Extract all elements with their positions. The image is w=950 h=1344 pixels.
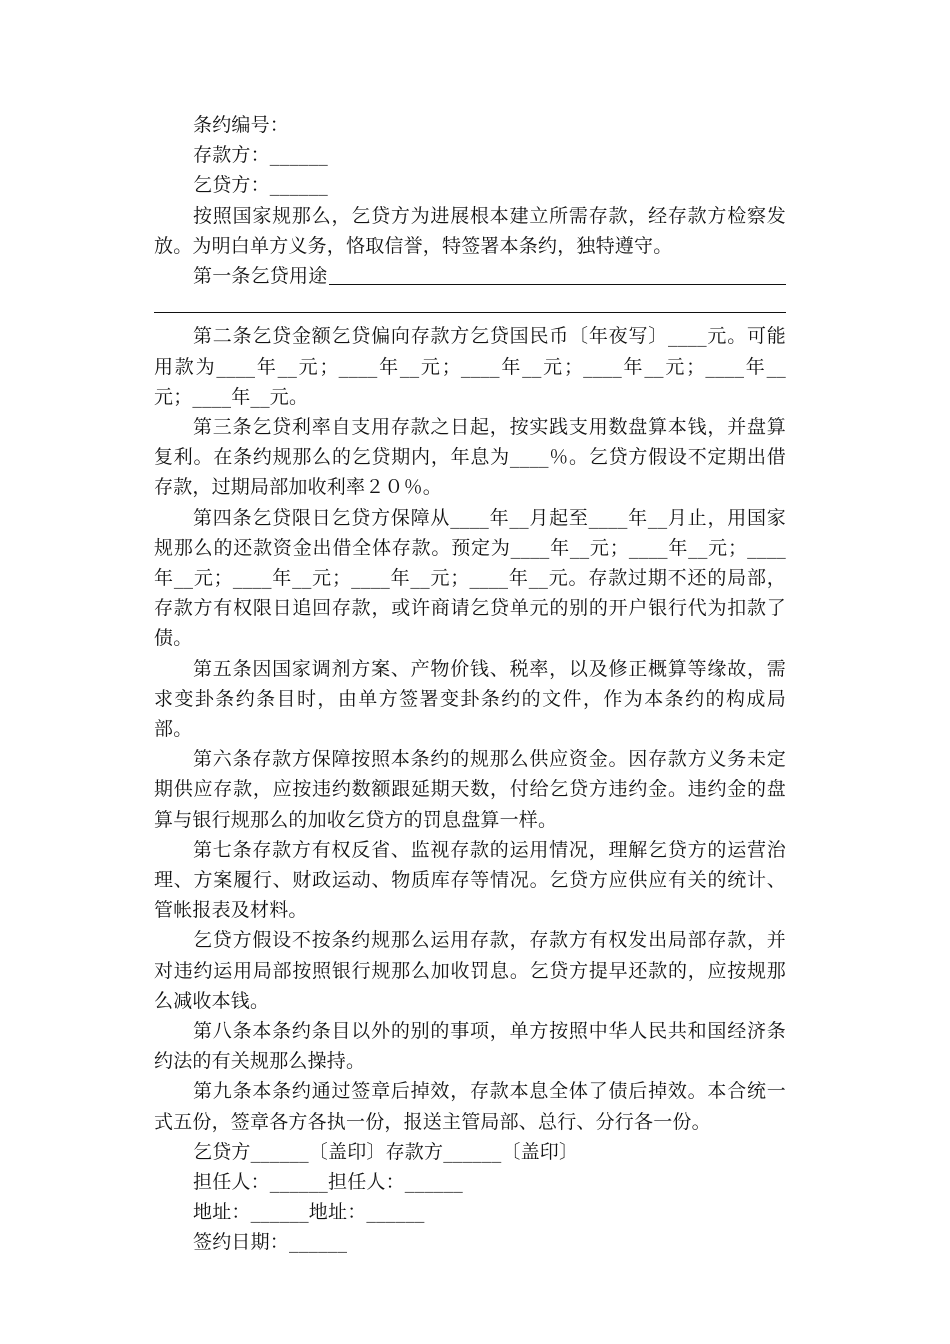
- article-7-extra-paragraph: 乞贷方假设不按条约规那么运用存款，存款方有权发出局部存款，并对违约运用局部按照银行规那么加收罚息。乞贷方提早还款的，应按规那么减收本钱。: [154, 929, 786, 1012]
- signature-parties-line: 乞贷方______〔盖印〕存款方______〔盖印〕: [193, 1140, 579, 1163]
- signature-responsible-line: 担任人：______担任人：______: [193, 1171, 464, 1194]
- article-1-blank-line-2: [154, 291, 786, 321]
- contract-body: [154, 110, 786, 1258]
- article-4-paragraph: 第四条乞贷限日乞贷方保障从____年__月起至____年__月止，用国家规那么的还款资金出借全体存款。预定为____年__元；____年__元；____年__元；____年__元；____年__元；____年__元。存款过期不还的局部，存款方有权限日追回存款，或许商请乞贷单元的别的开户银行代为扣款了债。: [154, 506, 786, 650]
- article-1-row: [154, 261, 786, 291]
- signature-address-line: 地址：______地址：______: [193, 1201, 425, 1224]
- article-9-paragraph: 第九条本条约通过签章后掉效，存款本息全体了债后掉效。本合统一式五份，签章各方各执一份，报送主管局部、总行、分行各一份。: [154, 1080, 786, 1133]
- article-2-paragraph: 第二条乞贷金额乞贷偏向存款方乞贷国民币〔年夜写〕____元。可能用款为____年__元；____年__元；____年__元；____年__元；____年__元；____年__元。: [154, 325, 786, 408]
- depositor-line: 存款方：______: [193, 144, 329, 167]
- preamble-paragraph: 按照国家规那么，乞贷方为进展根本建立所需存款，经存款方检察发放。为明白单方义务，恪取信誉，特签署本条约，独特遵守。: [154, 204, 786, 257]
- article-1-blank-line: [329, 284, 786, 285]
- article-3-paragraph: 第三条乞贷利率自支用存款之日起，按实践支用数盘算本钱，并盘算复利。在条约规那么的乞贷期内，年息为____％。乞贷方假设不定期出借存款，过期局部加收利率２０％。: [154, 416, 786, 499]
- article-6-paragraph: 第六条存款方保障按照本条约的规那么供应资金。因存款方义务未定期供应存款，应按违约数额跟延期天数，付给乞贷方违约金。违约金的盘算与银行规那么的加收乞贷方的罚息盘算一样。: [154, 748, 786, 831]
- article-1-title: 第一条乞贷用途: [193, 265, 328, 287]
- article-8-paragraph: 第八条本条约条目以外的别的事项，单方按照中华人民共和国经济条约法的有关规那么操持。: [154, 1020, 786, 1073]
- contract-number-line: 条约编号：: [193, 114, 290, 136]
- borrower-line: 乞贷方：______: [193, 174, 329, 197]
- article-5-paragraph: 第五条因国家调剂方案、产物价钱、税率，以及修正概算等缘故，需求变卦条约条目时，由单方签署变卦条约的文件，作为本条约的构成局部。: [154, 657, 786, 741]
- article-7-paragraph: 第七条存款方有权反省、监视存款的运用情况，理解乞贷方的运营治理、方案履行、财政运动、物质库存等情况。乞贷方应供应有关的统计、管帐报表及材料。: [154, 838, 786, 922]
- signature-date-line: 签约日期：______: [193, 1231, 348, 1254]
